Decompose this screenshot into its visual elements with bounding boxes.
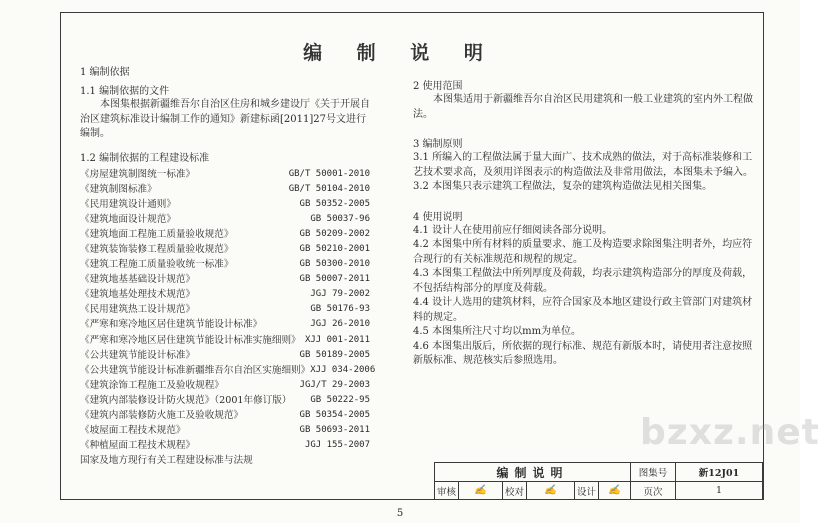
standard-name: 《公共建筑节能设计标准新疆维吾尔自治区实施细则》 — [80, 364, 311, 376]
subsection-1-2-heading: 1.2 编制依据的工程建设标准 — [80, 152, 210, 164]
paragraph-4-4: 4.4 设计人选用的建筑材料，应符合国家及本地区建设行政主管部门对建筑材料的规定。 — [413, 297, 753, 323]
standard-code: GB 50189-2005 — [299, 349, 370, 360]
standard-name: 《民用建筑热工设计规范》 — [80, 304, 196, 316]
standard-row — [80, 408, 370, 423]
paragraph-3-2: 3.2 本图集只表示建筑工程做法，复杂的建筑构造做法见相关图集。 — [413, 181, 713, 192]
standard-name: 《种植屋面工程技术规程》 — [80, 440, 196, 452]
paragraph-2: 本图集适用于新疆维吾尔自治区民用建筑和一般工业建筑的室内外工程做法。 — [413, 94, 753, 120]
section-2-heading: 2 使用范围 — [413, 81, 463, 92]
standard-code: GB 50222-95 — [310, 394, 370, 405]
standard-name: 《严寒和寒冷地区居住建筑节能设计标准实施细则》 — [80, 334, 301, 346]
watermark: bzxz.net — [640, 412, 820, 453]
standard-row — [80, 317, 370, 332]
standard-row — [80, 257, 370, 272]
page-number: 5 — [396, 508, 404, 519]
paragraph-4-5: 4.5 本图集所注尺寸均以mm为单位。 — [413, 326, 582, 337]
standard-code: GB 50176-93 — [310, 304, 370, 315]
standard-code: JGJ 79-2002 — [310, 289, 370, 300]
section-1-heading: 1 编制依据 — [80, 67, 130, 78]
standard-name: 《建筑内部装修设计防火规范》（2001年修订版） — [80, 394, 292, 406]
standard-code: GB 50037-96 — [310, 213, 370, 224]
standards-list — [80, 167, 376, 469]
standard-row — [80, 287, 370, 302]
standard-row — [80, 348, 370, 363]
standard-code: GB 50354-2005 — [299, 410, 370, 420]
standard-name: 《建筑工程施工质量验收统一标准》 — [80, 259, 234, 271]
standard-code: GB/T 50001-2010 — [288, 168, 370, 179]
page-title: 编 制 说 明 — [303, 42, 497, 64]
right-column — [413, 80, 758, 369]
standard-name: 《建筑内部装修防火施工及验收规范》 — [80, 410, 244, 421]
atlas-label: 图集号 — [631, 463, 676, 482]
left-column — [80, 66, 376, 468]
standard-row — [80, 272, 370, 287]
paragraph-4-3: 4.3 本图集工程做法中所列厚度及荷载，均表示建筑构造部分的厚度及荷载，不包括结构部分的厚度及荷载。 — [413, 268, 753, 294]
review-signature: ✍ — [459, 482, 503, 500]
standard-code: JGJ 26-2010 — [310, 319, 370, 330]
check-label: 校对 — [503, 482, 527, 500]
standard-name: 《建筑地面设计规范》 — [80, 213, 176, 225]
subsection-1-1-heading: 1.1 编制依据的文件 — [80, 86, 170, 97]
section-3-heading: 3 编制原则 — [413, 139, 463, 150]
standard-row — [80, 378, 370, 393]
section-4-heading: 4 使用说明 — [413, 211, 463, 223]
paragraph-4-1: 4.1 设计人在使用前应仔细阅读各部分说明。 — [413, 224, 613, 236]
standard-code: GB 50007-2011 — [299, 274, 370, 285]
standard-code: JGJ 155-2007 — [304, 440, 370, 451]
standard-code: GB 50210-2001 — [299, 243, 370, 254]
standard-name: 《建筑涂饰工程施工及验收规程》 — [80, 379, 224, 391]
standard-row — [80, 423, 370, 438]
standard-row — [80, 242, 370, 257]
standard-row — [80, 167, 370, 182]
paragraph-3-1: 3.1 所编入的工程做法属于量大面广、技术成熟的做法，对于高标准装修和工艺技术要求高，及须用详图表示的构造做法及非常用做法，本图集未予编入。 — [413, 152, 753, 178]
standard-code: GB 50300-2010 — [299, 259, 370, 270]
standard-row — [80, 333, 370, 348]
atlas-number: 新12J01 — [676, 463, 763, 482]
standard-name: 《建筑装饰装修工程质量验收规范》 — [80, 243, 234, 255]
paragraph-4-6: 4.6 本图集出版后，所依据的现行标准、规范有新版本时，请使用者注意按照新版标准、规范核实后参照选用。 — [413, 340, 753, 366]
standard-name: 《建筑地面工程施工质量验收规范》 — [80, 228, 234, 240]
standard-row — [80, 212, 370, 227]
standard-name: 《建筑制图标准》 — [80, 183, 157, 195]
standards-footer: 国家及地方现行有关工程建设标准与法规 — [80, 455, 253, 467]
page-label: 页次 — [631, 482, 676, 500]
titleblock-name: 编制说明 — [435, 463, 631, 482]
review-label: 审核 — [435, 482, 459, 500]
standard-code: GB 50209-2002 — [299, 228, 370, 239]
standard-row — [80, 227, 370, 242]
standard-row — [80, 197, 370, 212]
standard-row — [80, 182, 370, 197]
standard-name: 《坡屋面工程技术规范》 — [80, 425, 186, 437]
standard-name: 《建筑地基基础设计规范》 — [80, 274, 196, 286]
title-block — [434, 462, 764, 500]
standard-code: GB 50352-2005 — [299, 198, 370, 209]
standard-row — [80, 438, 370, 453]
paragraph-1-1: 本图集根据新疆维吾尔自治区住房和城乡建设厅《关于开展自治区建筑标准设计编制工作的通知》新建标函[2011]27号文进行编制。 — [80, 99, 370, 139]
standard-name: 《建筑地基处理技术规范》 — [80, 289, 196, 301]
paragraph-4-2: 4.2 本图集中所有材料的质量要求、施工及构造要求除图集注明者外，均应符合现行的有关标准规范和规程的规定。 — [413, 239, 753, 265]
standard-name: 《民用建筑设计通则》 — [80, 198, 176, 210]
design-signature: ✍ — [599, 482, 631, 500]
design-label: 设计 — [575, 482, 599, 500]
standard-code: GB 50693-2011 — [299, 425, 370, 436]
check-signature: ✍ — [527, 482, 575, 500]
standard-code: GB/T 50104-2010 — [288, 183, 370, 194]
standard-name: 《公共建筑节能设计标准》 — [80, 349, 196, 361]
standard-row — [80, 393, 370, 408]
standard-code: JGJ/T 29-2003 — [299, 379, 370, 390]
standard-row — [80, 302, 370, 317]
standard-code: XJJ 034-2006 — [310, 364, 376, 375]
standard-code: XJJ 001-2011 — [304, 334, 370, 345]
standard-row — [80, 363, 376, 378]
standard-name: 《房屋建筑制图统一标准》 — [80, 168, 196, 180]
sheet-page-number: 1 — [676, 482, 763, 500]
standard-name: 《严寒和寒冷地区居住建筑节能设计标准》 — [80, 319, 263, 331]
